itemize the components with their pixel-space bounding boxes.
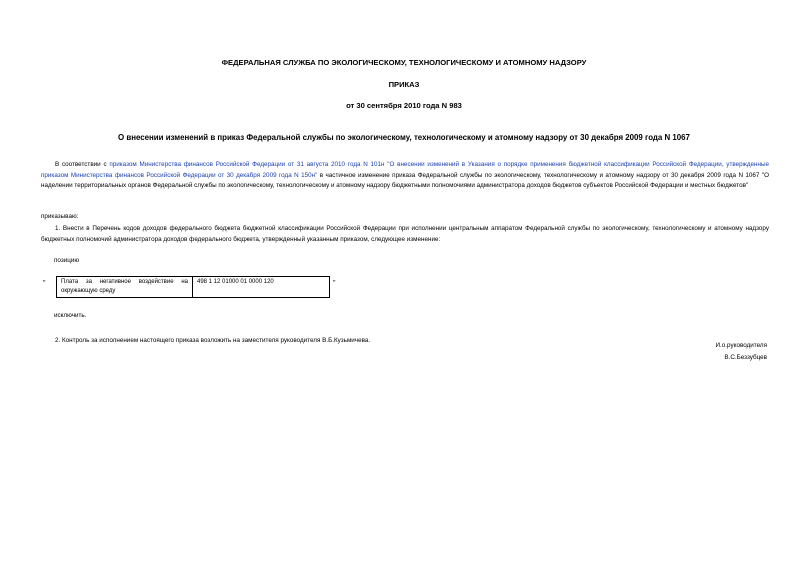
exclude-word: исключить.	[54, 312, 87, 319]
paragraph-item-1: 1. Внести в Перечень кодов доходов федерального бюджета бюджетной классификации Российской Федерации при исполнении центральным аппаратом Федеральной службы по экологическому, технологическому и атомному надзору бюджетных полномочий администратора доходов федерального бюджета, утвержденный указанным приказом, следующее изменение:	[41, 225, 769, 243]
table-cell-name: Плата за негативное воздействие на окружающую среду	[57, 277, 193, 297]
order-word: приказываю:	[41, 213, 79, 220]
signer-name: В.С.Беззубцев	[724, 354, 767, 361]
quote-open: "	[43, 280, 46, 287]
basis-suffix: в частичное изменение приказа Федеральной службы по экологическому, технологическому и атомному надзору от 30 декабря 2009 года N 1067 "О наделении территориальных органов Федеральной службы по экологическому, технологическому и атомному надзору бюджетными полномочиями администратора доходов бюджетов субъектов Российской Федерации и местных бюджетов"	[41, 171, 769, 190]
position-word: позицию	[54, 257, 80, 264]
agency-title: ФЕДЕРАЛЬНАЯ СЛУЖБА ПО ЭКОЛОГИЧЕСКОМУ, ТЕХНОЛОГИЧЕСКОМУ И АТОМНОМУ НАДЗОРУ	[221, 58, 587, 67]
signer-position: И.о.руководителя	[715, 342, 767, 349]
document-date-number: от 30 сентября 2010 года N 983	[346, 101, 462, 110]
document-subject: О внесении изменений в приказ Федеральной службы по экологическому, технологическому и атомному надзору от 30 декабря 2009 года N 1067	[118, 133, 690, 142]
ministry-order-link[interactable]: приказом Министерства финансов Российской Федерации от 31 августа 2010 года N 101н "О внесении изменений в Указания о порядке применения бюджетной классификации Российской Федерации, утвержденные приказом Министерства финансов Российской Федерации от 30 декабря 2009 года N 150н"	[41, 161, 769, 179]
document-type: ПРИКАЗ	[388, 80, 420, 89]
paragraph-item-2: 2. Контроль за исполнением настоящего приказа возложить на заместителя руководителя В.Б.Кузьмичева.	[55, 337, 371, 344]
code-table	[56, 276, 330, 298]
quote-close: "	[333, 280, 336, 287]
paragraph-basis	[41, 160, 769, 192]
table-cell-code: 498 1 12 01000 01 0000 120	[197, 279, 274, 285]
basis-prefix: В соответствии с	[55, 161, 110, 168]
